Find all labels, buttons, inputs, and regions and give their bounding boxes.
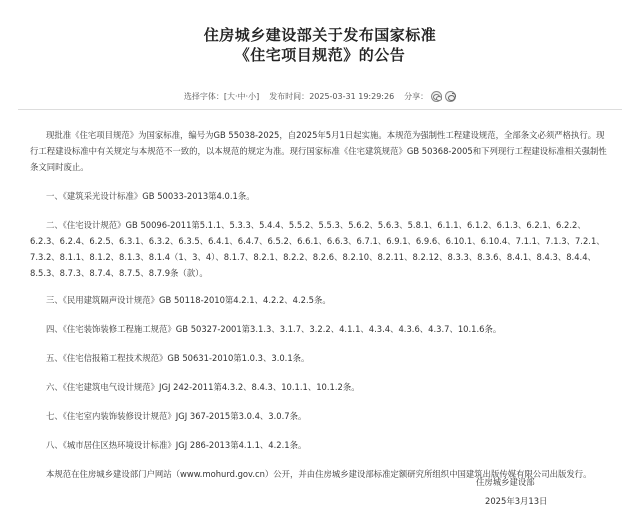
- repealed-item-1: 一、《建筑采光设计标准》GB 50033-2013第4.0.1条。: [46, 191, 255, 201]
- font-size-label: 选择字体：: [183, 92, 224, 101]
- font-size-small-link[interactable]: 小: [248, 92, 257, 101]
- repealed-item-6: 六、《住宅建筑电气设计规范》JGJ 242-2011第4.3.2、8.4.3、10.1.1、10.1.2条。: [46, 382, 360, 392]
- page-subtitle: 《住宅项目规范》的公告: [234, 46, 406, 64]
- header-divider: [18, 109, 622, 110]
- repealed-item-8: 八、《城市居住区热环境设计标准》JGJ 286-2013第4.1.1、4.2.1条。: [46, 440, 307, 450]
- publish-time-label: 发布时间：: [269, 92, 310, 101]
- announcement-body: [30, 127, 610, 482]
- article-meta-bar: [0, 91, 640, 102]
- signing-authority: 住房城乡建设部: [476, 477, 535, 487]
- signing-date: 2025年3月13日: [485, 496, 548, 506]
- font-size-selector: [大·中·小]: [223, 92, 260, 101]
- repealed-item-3: 三、《民用建筑隔声设计规范》GB 50118-2010第4.2.1、4.2.2、4.2.5条。: [46, 295, 331, 305]
- font-size-medium-link[interactable]: 中: [237, 92, 246, 101]
- intro-paragraph: 现批准《住宅项目规范》为国家标准，编号为GB 55038-2025，自2025年5月1日起实施。本规范为强制性工程建设规范，全部条文必须严格执行。现行工程建设标准中有关规定与本规范不一致的，以本规范的规定为准。现行国家标准《住宅建筑规范》GB 50368-2005和下列现行工程建设标准相关强制性条文同时废止。: [30, 130, 607, 172]
- weibo-share-icon[interactable]: [445, 91, 456, 102]
- page-title: 住房城乡建设部关于发布国家标准: [203, 26, 437, 44]
- repealed-item-2: 二、《住宅设计规范》GB 50096-2011第5.1.1、5.3.3、5.4.4、5.5.2、5.5.3、5.6.2、5.6.3、5.8.1、6.1.1、6.1.2、6.1.3、6.2.1、6.2.2、6.2.3、6.2.4、6.2.5、6.3.1、6.3.2、6.3.5、6.4.1、6.4.7、6.5.2、6.6.1、6.6.3、6.7.1、6.9.1、6.9.6、6.10.1、6.10.4、7.1.1、7.1.3、7.2.1、7.3.2、8.1.1、8.1.2、8.1.3、8.1.4（1、3、4）、8.1.7、8.2.1、8.2.2、8.2.6、8.2.10、8.2.11、8.2.12、8.3.3、8.3.6、8.4.1、8.4.3、8.4.4、8.5.3、8.7.3、8.7.4、8.7.5、8.7.9条（款）。: [30, 220, 605, 278]
- repealed-item-4: 四、《住宅装饰装修工程施工规范》GB 50327-2001第3.1.3、3.1.7、3.2.2、4.1.1、4.3.4、4.3.6、4.3.7、10.1.6条。: [46, 324, 502, 334]
- publish-time-value: 2025-03-31 19:29:26: [309, 92, 395, 101]
- share-label: 分享：: [404, 92, 429, 101]
- font-size-large-link[interactable]: 大: [226, 92, 235, 101]
- repealed-item-5: 五、《住宅信报箱工程技术规范》GB 50631-2010第1.0.3、3.0.1条。: [46, 353, 310, 363]
- publication-note: 本规范在住房城乡建设部门户网站（www.mohurd.gov.cn）公开，并由住房城乡建设部标准定额研究所组织中国建筑出版传媒有限公司出版发行。: [46, 469, 592, 479]
- repealed-item-7: 七、《住宅室内装饰装修设计规范》JGJ 367-2015第3.0.4、3.0.7条。: [46, 411, 307, 421]
- wechat-share-icon[interactable]: [431, 91, 442, 102]
